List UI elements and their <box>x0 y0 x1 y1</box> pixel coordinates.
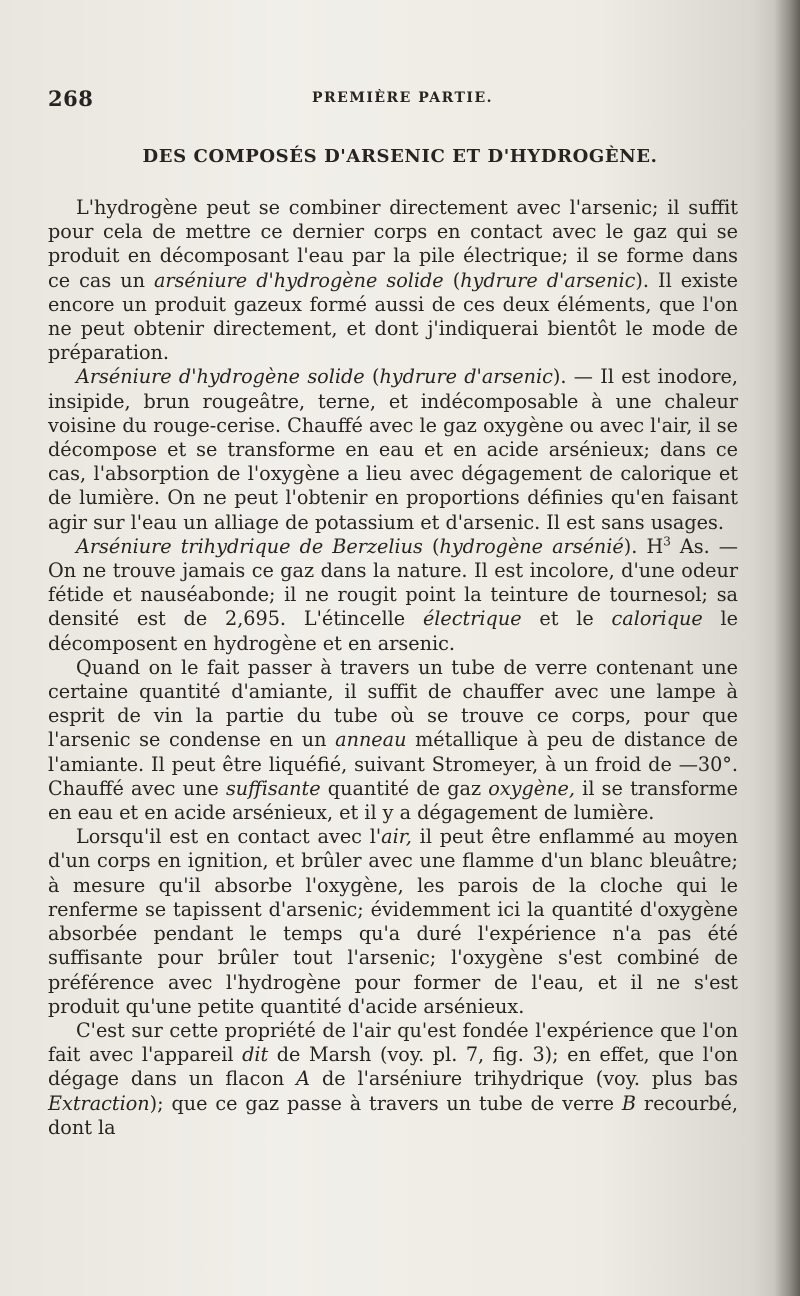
text-run: métallique à peu de distance de l'amiante. Il peut être liquéfié, suivant Stromeyer, à un froid de —30°. Chauffé avec une <box>48 728 738 800</box>
italic-text: Arséniure trihydrique de Berzelius <box>76 534 423 558</box>
text-run: ). H <box>623 534 664 558</box>
italic-text: hydrure d'arsenic <box>379 365 553 389</box>
text-run: ( <box>422 534 440 558</box>
text-run: C'est sur cette propriété de l'air qu'est fondée l'expérience que l'on fait avec l'appareil <box>48 1018 738 1067</box>
paragraph <box>48 656 738 825</box>
text-run: et le <box>521 607 612 631</box>
text-run: recourbé, dont la <box>48 1091 738 1139</box>
paragraph <box>48 825 738 1019</box>
italic-text: Extraction <box>48 1091 150 1115</box>
page-spine-shadow <box>774 0 800 1296</box>
text-run: As. — On ne trouve jamais ce gaz dans la nature. Il est incolore, d'une odeur fétide et nauséabonde; il ne rougit point la teinture de tournesol; sa densité est de 2,695. L'étincelle <box>48 534 738 631</box>
italic-text: air, <box>381 825 412 849</box>
paragraph <box>48 535 738 656</box>
text-run: le décomposent en hydrogène et en arsenic. <box>48 607 738 655</box>
text-run: Lorsqu'il est en contact avec l' <box>76 825 382 849</box>
body-text <box>48 196 738 1140</box>
text-run: il peut être enflammé au moyen d'un corps en ignition, et brûler avec une flamme d'un blanc bleuâtre; à mesure qu'il absorbe l'oxygène, les parois de la cloche qui le renferme se tapissent d'arsenic; évidemment ici la quantité d'oxygène absorbée pendant le temps qu'a duré l'expérience n'a pas été suffisante pour brûler tout l'arsenic; l'oxygène s'est combiné de préférence avec l'hydrogène pour former de l'eau, et il ne s'est produit qu'une petite quantité d'acide arsénieux. <box>48 825 738 1018</box>
section-title: DES COMPOSÉS D'ARSENIC ET D'HYDROGÈNE. <box>142 146 658 167</box>
italic-text: oxygène, <box>488 776 575 800</box>
italic-text: suffisante <box>225 776 321 800</box>
text-run: quantité de gaz <box>320 776 489 800</box>
superscript: 3 <box>663 534 671 549</box>
running-head-title: PREMIÈRE PARTIE. <box>312 90 494 106</box>
text-run: ( <box>364 365 380 389</box>
italic-text: dit <box>242 1043 269 1067</box>
italic-text: arséniure d'hydrogène solide <box>153 268 444 292</box>
italic-text: calorique <box>611 607 703 631</box>
italic-text: Arséniure d'hydrogène solide <box>76 365 365 389</box>
text-run: de l'arséniure trihydrique (voy. plus bas <box>310 1067 738 1091</box>
text-run: il se transforme en eau et en acide arsénieux, et il y a dégagement de lumière. <box>48 776 738 825</box>
text-run: ). — Il est inodore, insipide, brun rougeâtre, terne, et indécomposable à une chaleur voisine du rouge-cerise. Chauffé avec le gaz oxygène ou avec l'air, il se décompose et se transforme en eau et en acide arsénieux; dans ce cas, l'absorption de l'oxygène a lieu avec dégagement de calorique et de lumière. On ne peut l'obtenir en proportions définies qu'en faisant agir sur l'eau un alliage de potassium et d'arsenic. Il est sans usages. <box>48 365 738 534</box>
text-run: ); que ce gaz passe à travers un tube de verre <box>149 1091 622 1115</box>
text-run: de Marsh (voy. pl. 7, fig. 3); en effet, que l'on dégage dans un flacon <box>48 1043 738 1091</box>
italic-text: hydrogène arsénié <box>439 534 624 558</box>
text-run: ( <box>443 268 461 292</box>
text-run: L'hydrogène peut se combiner directement avec l'arsenic; il suffit pour cela de mettre ce dernier corps en contact avec le gaz qui se produit en décomposant l'eau par la pile électrique; il se forme dans ce cas un <box>48 196 738 292</box>
running-head <box>48 86 738 112</box>
text-run: Quand on le fait passer à travers un tube de verre contenant une certaine quantité d'amiante, il suffit de chauffer avec une lampe à esprit de vin la partie du tube où se trouve ce corps, pour que l'arsenic se condense en un <box>48 655 738 752</box>
italic-text: anneau <box>335 728 407 752</box>
paragraph <box>48 365 738 534</box>
text-run: ). Il existe encore un produit gazeux formé aussi de ces deux éléments, que l'on ne peut obtenir directement, et dont j'indiquerai bientôt le mode de préparation. <box>48 268 738 365</box>
italic-text: électrique <box>422 607 522 631</box>
page-number: 268 <box>48 86 94 111</box>
paragraph <box>48 196 738 365</box>
paragraph <box>48 1019 738 1140</box>
italic-text: A <box>296 1067 311 1091</box>
italic-text: hydrure d'arsenic <box>460 268 636 292</box>
italic-text: B <box>621 1091 637 1115</box>
